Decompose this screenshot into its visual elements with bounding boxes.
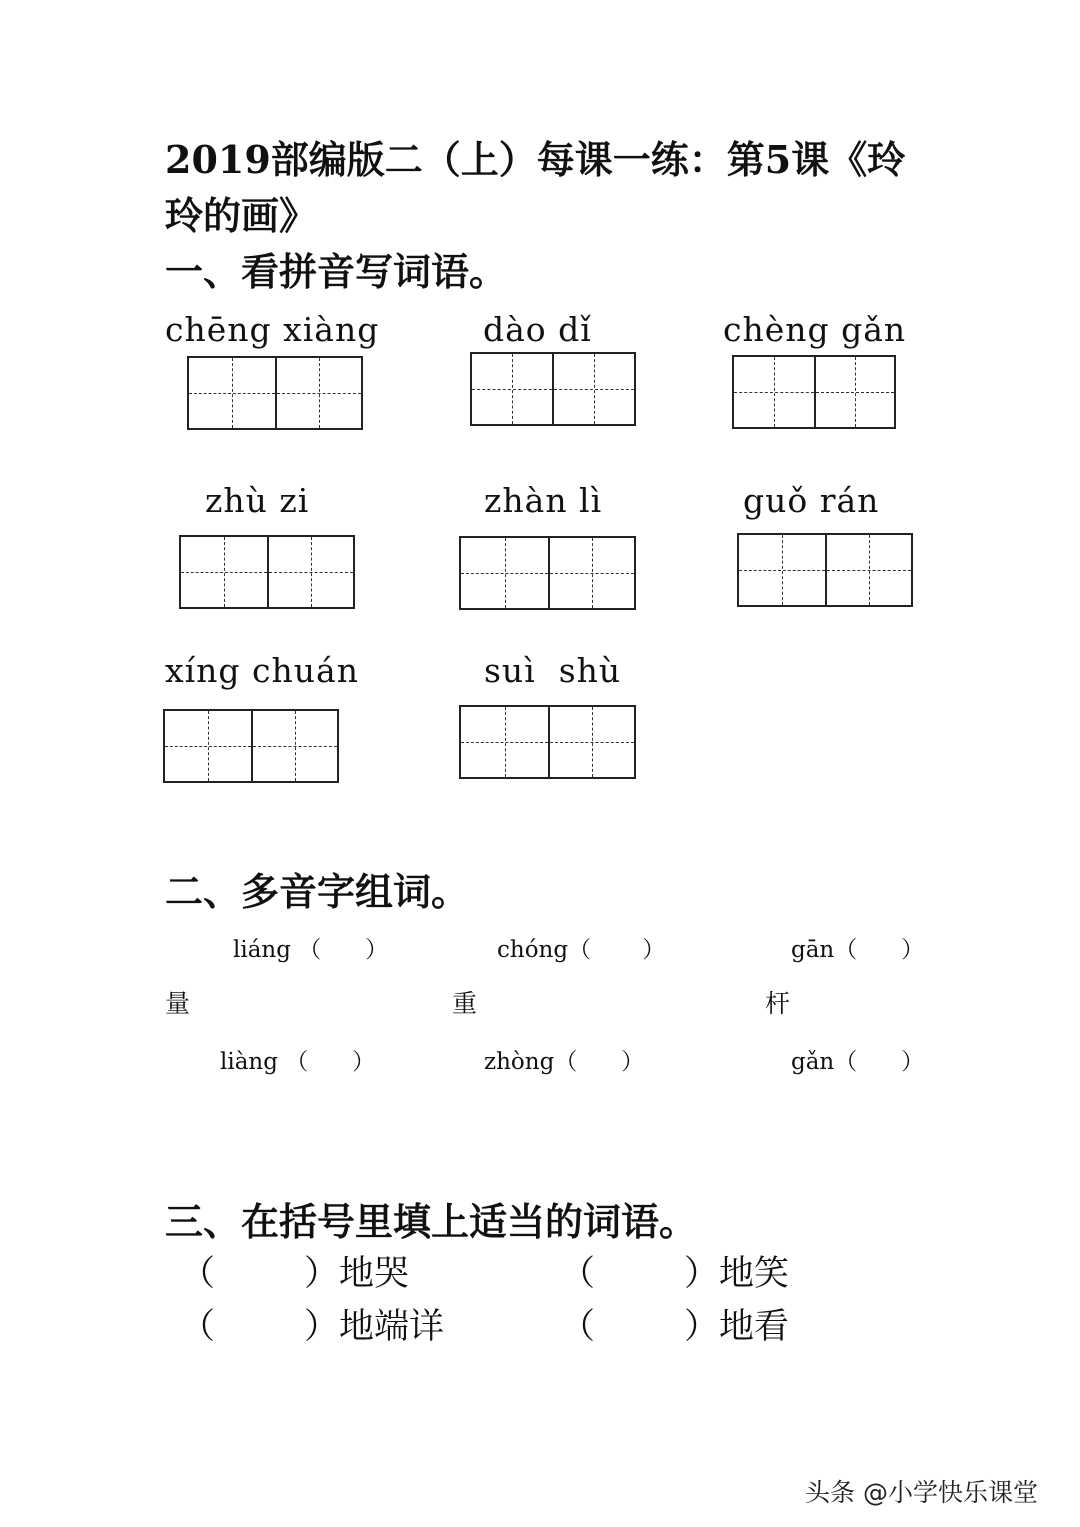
polyphone-char: 重 bbox=[452, 989, 478, 1018]
writing-grid[interactable] bbox=[187, 356, 363, 430]
page-title: 2019部编版二（上）每课一练：第5课《玲玲的画》 bbox=[165, 137, 906, 238]
section-1-heading: 一、看拼音写词语。 bbox=[165, 249, 508, 294]
writing-grid[interactable] bbox=[737, 533, 913, 607]
pinyin-label: xíng chuán bbox=[165, 651, 359, 690]
writing-grid[interactable] bbox=[163, 709, 339, 783]
polyphone-reading-bottom[interactable]: liàng （ ） bbox=[220, 1049, 376, 1075]
pinyin-label: zhàn lì bbox=[484, 481, 603, 520]
polyphone-reading-bottom[interactable]: gǎn（ ） bbox=[791, 1049, 925, 1075]
writing-grid[interactable] bbox=[179, 535, 355, 609]
writing-grid[interactable] bbox=[470, 352, 636, 426]
polyphone-reading-top[interactable]: liáng （ ） bbox=[233, 937, 389, 963]
polyphone-char: 量 bbox=[165, 989, 191, 1018]
fill-blank-item[interactable]: （ ）地看 bbox=[560, 1307, 790, 1347]
pinyin-label: guǒ rán bbox=[743, 481, 880, 520]
pinyin-label: suì shù bbox=[484, 651, 622, 690]
writing-grid[interactable] bbox=[459, 536, 636, 610]
pinyin-label: dào dǐ bbox=[483, 310, 592, 349]
polyphone-reading-top[interactable]: gān（ ） bbox=[791, 937, 925, 963]
watermark: 头条 @小学快乐课堂 bbox=[805, 1478, 1038, 1507]
polyphone-reading-bottom[interactable]: zhòng（ ） bbox=[484, 1049, 645, 1075]
polyphone-reading-top[interactable]: chóng（ ） bbox=[497, 937, 666, 963]
polyphone-char: 杆 bbox=[765, 989, 791, 1018]
pinyin-label: chēng xiàng bbox=[165, 310, 380, 349]
pinyin-label: zhù zi bbox=[205, 481, 310, 520]
writing-grid[interactable] bbox=[732, 355, 896, 429]
fill-blank-item[interactable]: （ ）地端详 bbox=[180, 1307, 445, 1347]
fill-blank-item[interactable]: （ ）地笑 bbox=[560, 1254, 790, 1294]
section-2-heading: 二、多音字组词。 bbox=[165, 869, 470, 914]
section-3-heading: 三、在括号里填上适当的词语。 bbox=[165, 1199, 698, 1244]
pinyin-label: chèng gǎn bbox=[723, 310, 907, 349]
fill-blank-item[interactable]: （ ）地哭 bbox=[180, 1254, 410, 1294]
writing-grid[interactable] bbox=[459, 705, 636, 779]
